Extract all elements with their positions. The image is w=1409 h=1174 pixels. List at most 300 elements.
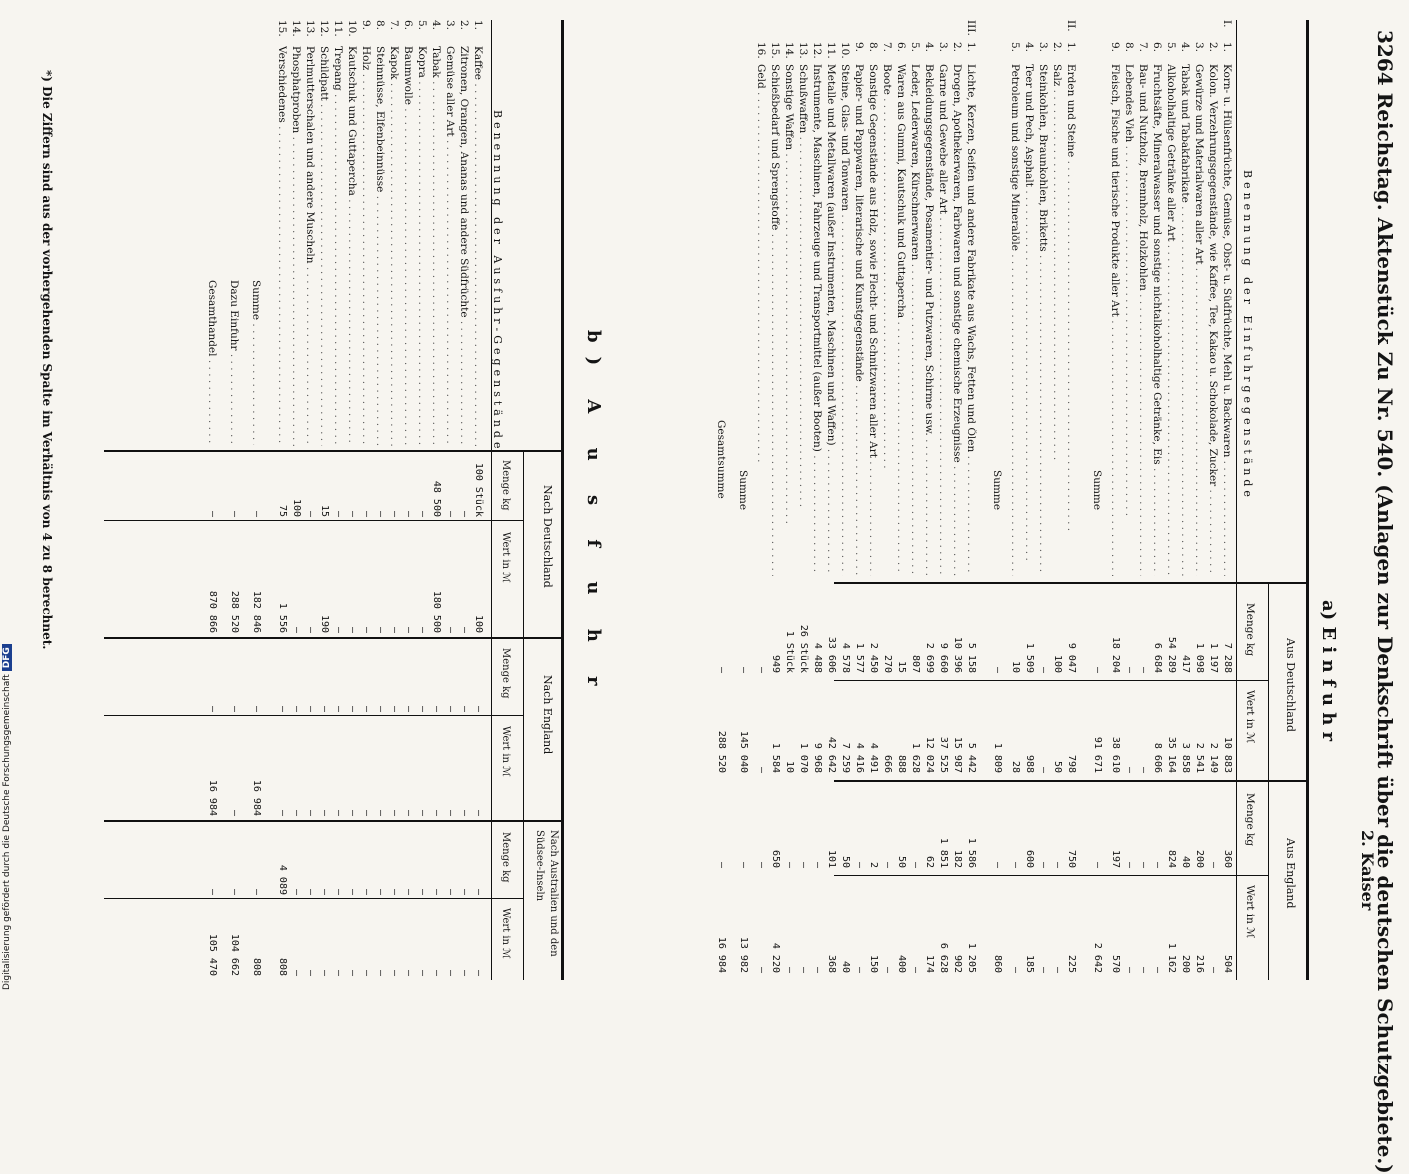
import-table <box>715 20 1309 980</box>
group-roman: I. <box>1221 20 1233 28</box>
cell-value: 400 <box>896 954 907 973</box>
cell-value: — <box>277 705 288 712</box>
import-row <box>934 20 949 1000</box>
cell-value: — <box>417 510 428 517</box>
summary-label: Dazu Einfuhr . . . <box>228 280 240 445</box>
cell-value: 360 <box>1222 849 1233 868</box>
cell-value: — <box>445 969 456 976</box>
cell-value: 33 606 <box>826 636 837 673</box>
row-number: 6. <box>402 20 414 31</box>
sum-value: 91 671 <box>1092 736 1103 773</box>
cell-value: — <box>417 626 428 633</box>
row-label: Schildpatt . . . <box>318 46 330 446</box>
import-row <box>794 20 809 1000</box>
cell-value: 37 525 <box>938 736 949 773</box>
cell-value: 50 <box>840 855 851 868</box>
cell-value: — <box>361 705 372 712</box>
export-col-header: Wert in ℳ <box>500 532 511 583</box>
cell-value: 368 <box>826 954 837 973</box>
cell-value: — <box>305 705 316 712</box>
cell-value: 4 578 <box>840 642 851 673</box>
cell-value: 824 <box>1166 849 1177 868</box>
summary-label: Gesamthandel . . . <box>206 280 218 445</box>
cell-value: 48 500 <box>431 480 442 517</box>
cell-value: — <box>305 969 316 976</box>
cell-value: — <box>375 510 386 517</box>
import-sum-row <box>988 20 1003 1000</box>
row-label: Petroleum und sonstige Mineralöle . . . <box>1009 64 1021 576</box>
cell-value: — <box>305 888 316 895</box>
cell-value: — <box>812 966 823 973</box>
import-row <box>1034 20 1049 1000</box>
cell-value: — <box>277 809 288 816</box>
cell-value: 75 <box>277 504 288 517</box>
cell-value: 504 <box>1222 954 1233 973</box>
section-title: 2. Kaiser <box>1358 830 1377 911</box>
cell-value: 2 541 <box>1194 742 1205 773</box>
export-col-header: Menge kg <box>500 832 511 883</box>
cell-value: 216 <box>1194 954 1205 973</box>
sum-label: Summe <box>737 470 749 511</box>
sum-value: — <box>1092 666 1103 673</box>
cell-value: — <box>361 510 372 517</box>
cell-value: — <box>305 510 316 517</box>
row-number: 13. <box>304 20 316 37</box>
import-total-row <box>712 20 727 1000</box>
cell-value: 8 606 <box>1152 742 1163 773</box>
cell-value: — <box>882 966 893 973</box>
cell-value: — <box>389 969 400 976</box>
import-row <box>808 20 823 1000</box>
row-number: 11. <box>825 42 837 59</box>
sum-value: — <box>738 861 749 868</box>
row-number: 1. <box>1065 42 1077 53</box>
cell-value: — <box>445 809 456 816</box>
cell-value: 1 586 <box>966 837 977 868</box>
import-row <box>1120 20 1135 1000</box>
cell-value: 50 <box>1052 760 1063 773</box>
cell-value: — <box>1052 966 1063 973</box>
row-label: Korn- u. Hülsenfrüchte, Gemüse, Obst- u. Südfrüchte, Mehl u. Backwaren . . . <box>1221 64 1233 576</box>
row-label: Bau- und Nutzholz, Brennholz, Holzkohlen . . . <box>1137 64 1149 576</box>
row-label: Steine, Glas- und Tonwaren . . . <box>839 64 851 576</box>
cell-value: 2 <box>868 861 879 868</box>
cell-value: — <box>1010 966 1021 973</box>
cell-value: — <box>389 626 400 633</box>
summary-value: 105 470 <box>207 933 218 976</box>
cell-value: — <box>756 666 767 673</box>
cell-value: — <box>291 626 302 633</box>
cell-value: — <box>473 969 484 976</box>
row-number: 7. <box>388 20 400 31</box>
cell-value: — <box>319 888 330 895</box>
cell-value: 150 <box>868 954 879 973</box>
cell-value: 180 500 <box>431 590 442 633</box>
row-number: 11. <box>332 20 344 37</box>
row-number: 12. <box>318 20 330 37</box>
row-number: 2. <box>951 42 963 53</box>
cell-value: 417 <box>1180 654 1191 673</box>
sum-value: 1 809 <box>992 742 1003 773</box>
row-label: Garne und Gewebe aller Art . . . <box>937 64 949 576</box>
sum-value: — <box>992 666 1003 673</box>
summary-value: — <box>207 705 218 712</box>
cell-value: 9 047 <box>1066 642 1077 673</box>
row-label: Fleisch, Fische und tierische Produkte aller Art . . . <box>1109 64 1121 576</box>
summary-value: — <box>229 705 240 712</box>
import-row <box>864 20 879 1000</box>
credit-text: Digitalisierung gefördert durch die Deutsche Forschungsgemeinschaft <box>2 674 12 990</box>
cell-value: — <box>473 888 484 895</box>
cell-value: 40 <box>840 960 851 973</box>
total-value: 16 984 <box>716 936 727 973</box>
cell-value: — <box>361 888 372 895</box>
export-row <box>455 20 470 1000</box>
cell-value: — <box>305 809 316 816</box>
import-header-rule <box>1268 582 1269 980</box>
cell-value: — <box>431 969 442 976</box>
total-value: 288 520 <box>716 730 727 773</box>
cell-value: — <box>417 969 428 976</box>
cell-value: — <box>910 966 921 973</box>
cell-value: — <box>417 705 428 712</box>
row-number: 2. <box>1207 42 1219 53</box>
row-label: Kopra . . . <box>416 46 428 446</box>
cell-value: — <box>798 861 809 868</box>
cell-value: 4 491 <box>868 742 879 773</box>
export-row <box>287 20 302 1000</box>
import-row <box>850 20 865 1000</box>
cell-value: 6 628 <box>938 942 949 973</box>
import-row <box>948 20 963 1000</box>
cell-value: 750 <box>1066 849 1077 868</box>
export-summary-row <box>247 20 262 1000</box>
cell-value: — <box>910 861 921 868</box>
row-label: Tabak . . . <box>430 46 442 446</box>
cell-value: 600 <box>1024 849 1035 868</box>
cell-value: 182 <box>952 849 963 868</box>
cell-value: 50 <box>896 855 907 868</box>
cell-value: — <box>1038 861 1049 868</box>
cell-value: 62 <box>924 855 935 868</box>
cell-value: 808 <box>277 957 288 976</box>
import-row <box>1048 20 1063 1000</box>
cell-value: — <box>1208 861 1219 868</box>
row-label: Erden und Steine . . . <box>1065 64 1077 576</box>
row-label: Kautschuk und Guttapercha . . . <box>346 46 358 446</box>
cell-value: — <box>333 705 344 712</box>
cell-value: — <box>1124 666 1135 673</box>
export-summary-row <box>203 20 218 1000</box>
export-col-header: Wert in ℳ <box>500 908 511 959</box>
cell-value: — <box>445 510 456 517</box>
row-number: 6. <box>895 42 907 53</box>
row-number: 3. <box>444 20 456 31</box>
row-label: Trepang . . . <box>332 46 344 446</box>
import-row <box>822 20 837 1000</box>
cell-value: 988 <box>1024 754 1035 773</box>
row-label: Salz . . . <box>1051 64 1063 576</box>
cell-value: — <box>756 861 767 868</box>
cell-value: 10 <box>784 760 795 773</box>
cell-value: 807 <box>910 654 921 673</box>
cell-value: — <box>1208 966 1219 973</box>
row-label: Schußwaffen . . . <box>797 64 809 576</box>
cell-value: — <box>291 888 302 895</box>
summary-value: 16 984 <box>251 779 262 816</box>
cell-value: 7 288 <box>1222 642 1233 673</box>
cell-value: 949 <box>770 654 781 673</box>
import-row <box>920 20 935 1000</box>
row-label: Bekleidungsgegenstände, Posamentier- und Putzwaren, Schirme usw. . . . <box>923 64 935 576</box>
group-roman: III. <box>965 20 977 36</box>
cell-value: — <box>854 966 865 973</box>
export-row <box>385 20 400 1000</box>
export-row <box>399 20 414 1000</box>
import-row <box>1176 20 1191 1000</box>
row-number: 14. <box>783 42 795 59</box>
cell-value: — <box>319 705 330 712</box>
cell-value: 1 070 <box>798 742 809 773</box>
row-number: 13. <box>797 42 809 59</box>
cell-value: 15 987 <box>952 736 963 773</box>
cell-value: 888 <box>896 754 907 773</box>
cell-value: — <box>375 969 386 976</box>
cell-value: — <box>1152 966 1163 973</box>
row-label: Boote . . . <box>881 64 893 576</box>
import-row <box>780 20 795 1000</box>
row-label: Fruchtsäfte, Mineralwasser und sonstige nichtalkoholhaltige Getränke, Eis . . . <box>1151 64 1163 576</box>
row-number: 5. <box>1009 42 1021 53</box>
row-number: 3. <box>1037 42 1049 53</box>
sum-value: 860 <box>992 954 1003 973</box>
summary-value: 104 662 <box>229 933 240 976</box>
import-name-header: Benennung der Einfuhrgegenstände <box>1241 170 1254 501</box>
sum-value: — <box>1092 861 1103 868</box>
row-label: Teer und Pech, Asphalt . . . <box>1023 64 1035 576</box>
group-roman: II. <box>1065 20 1077 32</box>
cell-value: — <box>403 888 414 895</box>
row-number: 1. <box>1221 42 1233 53</box>
cell-value: 1 205 <box>966 942 977 973</box>
cell-value: — <box>756 966 767 973</box>
export-row <box>441 20 456 1000</box>
row-number: 5. <box>416 20 428 31</box>
row-label: Kapok . . . <box>388 46 400 446</box>
cell-value: — <box>389 705 400 712</box>
export-name-header: Benennung der Ausfuhr-Gegenstände <box>491 110 504 453</box>
import-row <box>892 20 907 1000</box>
cell-value: — <box>1138 861 1149 868</box>
cell-value: — <box>431 888 442 895</box>
cell-value: 200 <box>1194 849 1205 868</box>
cell-value: 42 642 <box>826 736 837 773</box>
summary-value: — <box>229 809 240 816</box>
cell-value: — <box>756 766 767 773</box>
import-col-header: Wert in ℳ <box>1244 885 1256 939</box>
cell-value: 1 197 <box>1208 642 1219 673</box>
cell-value: — <box>1038 766 1049 773</box>
cell-value: — <box>1152 861 1163 868</box>
cell-value: — <box>403 809 414 816</box>
row-number: 7. <box>881 42 893 53</box>
sum-value: 2 642 <box>1092 942 1103 973</box>
import-header-rule <box>1236 20 1237 980</box>
cell-value: 650 <box>770 849 781 868</box>
row-number: 5. <box>1165 42 1177 53</box>
cell-value: 4 488 <box>812 642 823 673</box>
cell-value: — <box>403 705 414 712</box>
cell-value: 15 <box>896 660 907 673</box>
summary-value: — <box>229 510 240 517</box>
cell-value: — <box>347 809 358 816</box>
import-row <box>1190 20 1205 1000</box>
row-label: Leder, Lederwaren, Kürschnerwaren . . . <box>909 64 921 576</box>
export-row <box>301 20 316 1000</box>
cell-value: 54 289 <box>1166 636 1177 673</box>
total-value: — <box>716 666 727 673</box>
row-label: Sonstige Waffen . . . <box>783 64 795 576</box>
cell-value: — <box>1124 766 1135 773</box>
cell-value: — <box>417 809 428 816</box>
cell-value: — <box>1052 861 1063 868</box>
row-number: 12. <box>811 42 823 59</box>
digitization-credit <box>2 0 12 990</box>
cell-value: — <box>291 705 302 712</box>
cell-value: — <box>319 809 330 816</box>
import-col-header: Wert in ℳ <box>1244 690 1256 744</box>
row-label: Waren aus Gummi, Kautschuk und Guttapercha . . . <box>895 64 907 576</box>
cell-value: 18 204 <box>1110 636 1121 673</box>
cell-value: — <box>1124 861 1135 868</box>
section-b-title: b) A u s f u h r <box>583 330 604 700</box>
cell-value: 197 <box>1110 849 1121 868</box>
cell-value: — <box>319 969 330 976</box>
row-number: 4. <box>923 42 935 53</box>
row-label: Geld . . . <box>755 64 767 576</box>
row-label: Steinkohlen, Braunkohlen, Briketts . . . <box>1037 64 1049 576</box>
cell-value: 2 699 <box>924 642 935 673</box>
cell-value: 5 442 <box>966 742 977 773</box>
row-label: Kolon. Verzehrungsgegenstände, wie Kaffee, Tee, Kakao u. Schokolade, Zucker . . . <box>1207 64 1219 576</box>
cell-value: — <box>459 969 470 976</box>
import-col-header: Menge kg <box>1244 603 1256 657</box>
cell-value: — <box>1138 766 1149 773</box>
export-row <box>427 20 442 1000</box>
cell-value: — <box>459 705 470 712</box>
cell-value: — <box>389 888 400 895</box>
cell-value: 200 <box>1180 954 1191 973</box>
summary-value: 16 984 <box>207 779 218 816</box>
cell-value: — <box>333 626 344 633</box>
row-label: Lebendes Vieh . . . <box>1123 64 1135 576</box>
cell-value: — <box>459 510 470 517</box>
row-label: Steinnüsse, Elfenbeinnüsse . . . <box>374 46 386 446</box>
row-number: 10. <box>839 42 851 59</box>
sum-value: 145 040 <box>738 730 749 773</box>
cell-value: 2 450 <box>868 642 879 673</box>
cell-value: — <box>347 705 358 712</box>
cell-value: — <box>473 809 484 816</box>
cell-value: 6 684 <box>1152 642 1163 673</box>
export-row <box>329 20 344 1000</box>
cell-value: 174 <box>924 954 935 973</box>
row-number: 9. <box>1109 42 1121 53</box>
cell-value: — <box>375 809 386 816</box>
cell-value: — <box>347 510 358 517</box>
import-sum-row <box>734 20 749 1000</box>
cell-value: — <box>1138 666 1149 673</box>
cell-value: — <box>1038 666 1049 673</box>
summary-value: — <box>251 705 262 712</box>
row-label: Instrumente, Maschinen, Fahrzeuge und Transportmittel (außer Booten) . . . <box>811 64 823 576</box>
summary-value: — <box>207 888 218 895</box>
import-group-header-en: Aus England <box>1284 838 1297 909</box>
row-label: Schießbedarf und Sprengstoffe . . . <box>769 64 781 576</box>
import-row <box>766 20 781 1000</box>
export-row <box>343 20 358 1000</box>
import-group-header-de: Aus Deutschland <box>1284 638 1297 733</box>
section-a-title: a) E i n f u h r <box>1318 600 1339 742</box>
cell-value: 38 610 <box>1110 736 1121 773</box>
cell-value: 225 <box>1066 954 1077 973</box>
cell-value: 1 577 <box>854 642 865 673</box>
cell-value: — <box>375 705 386 712</box>
cell-value: 100 <box>1052 654 1063 673</box>
cell-value: — <box>347 969 358 976</box>
cell-value: 185 <box>1024 954 1035 973</box>
cell-value: — <box>445 888 456 895</box>
cell-value: 1 584 <box>770 742 781 773</box>
sum-value: 13 982 <box>738 936 749 973</box>
export-row <box>469 20 484 1000</box>
row-number: 4. <box>1023 42 1035 53</box>
cell-value: 1 628 <box>910 742 921 773</box>
row-number: 16. <box>755 42 767 59</box>
import-row <box>1134 20 1149 1000</box>
import-row <box>1218 20 1233 1000</box>
row-label: Gewürze und Materialwaren aller Art . . . <box>1193 64 1205 576</box>
cell-value: — <box>291 969 302 976</box>
cell-value: 4 416 <box>854 742 865 773</box>
footnote: *) Die Ziffern sind aus der vorhergehenden Spalte im Verhältnis von 4 zu 8 berechnet. <box>40 70 54 650</box>
cell-value: — <box>784 966 795 973</box>
import-row <box>878 20 893 1000</box>
row-number: 8. <box>374 20 386 31</box>
row-label: Papier- und Pappwaren, literarische und Kunstgegenstände . . . <box>853 64 865 576</box>
row-label: Metalle und Metallwaren (außer Instrumenten, Maschinen und Waffen) . . . <box>825 64 837 576</box>
cell-value: 15 <box>319 504 330 517</box>
export-table <box>84 20 564 980</box>
cell-value: — <box>347 888 358 895</box>
import-row <box>752 20 767 1000</box>
cell-value: 1 556 <box>277 602 288 633</box>
row-number: 7. <box>1137 42 1149 53</box>
row-number: 9. <box>853 42 865 53</box>
cell-value: — <box>784 861 795 868</box>
cell-value: 1 851 <box>938 837 949 868</box>
cell-value: — <box>431 705 442 712</box>
cell-value: — <box>459 626 470 633</box>
summary-value: — <box>207 510 218 517</box>
export-row <box>413 20 428 1000</box>
cell-value: 100 Stück <box>473 462 484 517</box>
row-number: 9. <box>360 20 372 31</box>
total-value: — <box>716 861 727 868</box>
row-number: 1. <box>472 20 484 31</box>
cell-value: 4 089 <box>277 864 288 895</box>
row-number: 4. <box>1179 42 1191 53</box>
